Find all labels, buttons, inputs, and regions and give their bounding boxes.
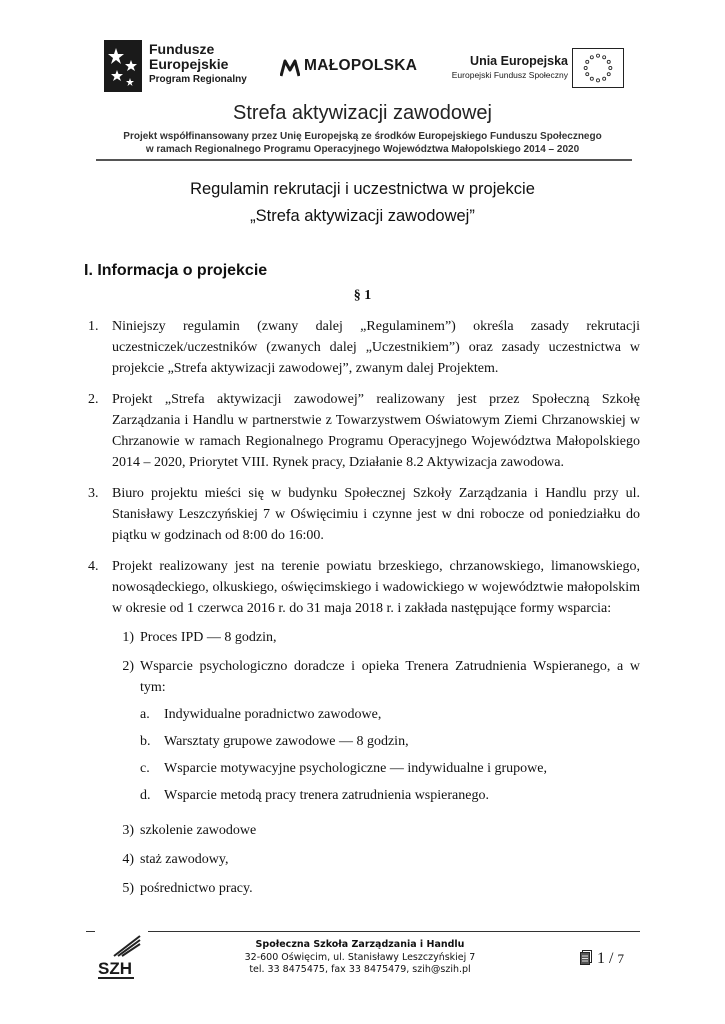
support-form-number: 2) xyxy=(122,659,134,674)
szh-logo-text: SZH xyxy=(98,959,132,978)
header-divider xyxy=(96,159,632,161)
sub-item-text: Indywidualne poradnictwo zawodowe, xyxy=(164,707,382,722)
malopolska-m-icon xyxy=(280,58,300,78)
eu-flag-icon xyxy=(572,48,624,88)
document-title-line2: „Strefa aktywizacji zawodowej” xyxy=(250,207,475,225)
fe-logo-line2: Europejskie xyxy=(149,56,229,72)
sub-item-text: Warsztaty grupowe zawodowe — 8 godzin, xyxy=(164,734,409,749)
eu-logo-line2: Europejski Fundusz Społeczny xyxy=(451,70,568,80)
list-item-text: Projekt realizowany jest na terenie powiatu brzeskiego, chrzanowskiego, limanowskiego, nowosądeckiego, olkuskiego, oświęcimskiego i wadowickiego w województwie małopolskim w okresie od 1 czerwca 2016 r. do 31 maja 2018 r. i zakłada następujące formy wsparcia: xyxy=(112,559,640,616)
cofinancing-note xyxy=(0,130,725,156)
page-number xyxy=(580,950,624,968)
sub-item-text: Wsparcie metodą pracy trenera zatrudnienia wspieranego. xyxy=(164,788,489,803)
support-form-text: staż zawodowy, xyxy=(140,852,229,867)
document-title xyxy=(0,176,725,230)
cofinancing-line2: w ramach Regionalnego Programu Operacyjnego Województwa Małopolskiego 2014 – 2020 xyxy=(145,144,580,155)
support-form-text: pośrednictwo pracy. xyxy=(140,881,253,896)
list-item-text: Biuro projektu mieści się w budynku Społecznej Szkoły Zarządzania i Handlu przy ul. Stanisławy Leszczyńskiej 7 w Oświęcimiu i czynne jest w dni robocze od poniedziałku do piątku w godzinach od 8:00 do 16:00. xyxy=(112,486,640,543)
support-form-item xyxy=(112,849,640,870)
sub-items-list xyxy=(140,704,640,806)
szh-logo xyxy=(96,934,144,982)
support-form-item xyxy=(112,878,640,899)
footer-address: 32-600 Oświęcim, ul. Stanisławy Leszczyńskiej 7 xyxy=(244,951,476,963)
section-heading: I. Informacja o projekcie xyxy=(84,262,268,279)
support-form-item xyxy=(112,656,640,812)
sub-item-text: Wsparcie motywacyjne psychologiczne — indywidualne i grupowe, xyxy=(164,761,547,776)
support-form-number: 4) xyxy=(122,852,134,867)
support-form-number: 3) xyxy=(122,823,134,838)
malopolska-logo-text: MAŁOPOLSKA xyxy=(304,57,418,74)
support-form-number: 1) xyxy=(122,630,134,645)
support-form-text: Proces IPD — 8 godzin, xyxy=(140,630,277,645)
fe-logo-line3: Program Regionalny xyxy=(149,74,247,85)
sub-item-letter: c. xyxy=(140,761,150,776)
sub-item xyxy=(140,731,640,752)
fe-stars-icon xyxy=(104,40,142,92)
page-total: 7 xyxy=(617,951,624,966)
list-item-text: Niniejszy regulamin (zwany dalej „Regulaminem”) określa zasady rekrutacji uczestniczek/uczestników (zwanych dalej „Uczestnikiem”) oraz zasady uczestnictwa w projekcie „Strefa aktywizacji zawodowej”, zwanym dalej Projektem. xyxy=(112,319,640,376)
document-title-line1: Regulamin rekrutacji i uczestnictwa w projekcie xyxy=(190,180,535,198)
sub-item-letter: b. xyxy=(140,734,151,749)
support-form-number: 5) xyxy=(122,881,134,896)
footer-contact-line: tel. 33 8475475, fax 33 8475479, szih@szih.pl xyxy=(249,964,471,975)
list-item-number: 3. xyxy=(88,486,99,501)
sub-item-letter: d. xyxy=(140,788,151,803)
sub-item xyxy=(140,704,640,725)
sub-item-letter: a. xyxy=(140,707,150,722)
list-item-text: Projekt „Strefa aktywizacji zawodowej” realizowany jest przez Społeczną Szkołę Zarządzania i Handlu w partnerstwie z Towarzystwem Oświatowym Ziemi Chrzanowskiej w Chrzanowie w ramach Regionalnego Programu Operacyjnego Województwa Małopolskiego 2014 – 2020, Priorytet VIII. Rynek pracy, Działanie 8.2 Aktywizacja zawodowa. xyxy=(112,392,640,470)
footer-org-name: Społeczna Szkoła Zarządzania i Handlu xyxy=(255,939,465,950)
sub-item xyxy=(140,758,640,779)
unia-europejska-logo xyxy=(448,48,624,90)
fe-logo-line1: Fundusze xyxy=(149,41,215,57)
fundusze-europejskie-logo xyxy=(104,38,264,94)
page-current: 1 xyxy=(597,950,605,967)
support-form-item xyxy=(112,820,640,841)
eu-logo-line1: Unia Europejska xyxy=(470,54,568,68)
support-form-text: szkolenie zawodowe xyxy=(140,823,257,838)
paragraph-sign: § 1 xyxy=(353,288,372,303)
list-item xyxy=(84,483,640,546)
list-item xyxy=(84,316,640,379)
footer-divider xyxy=(148,931,640,932)
page-separator: / xyxy=(609,950,614,967)
list-item-number: 4. xyxy=(88,559,99,574)
footer-contact xyxy=(220,939,500,977)
list-item-number: 2. xyxy=(88,392,99,407)
support-form-item xyxy=(112,627,640,648)
list-item-number: 1. xyxy=(88,319,99,334)
cofinancing-line1: Projekt współfinansowany przez Unię Europejską ze środków Europejskiego Funduszu Społecznego xyxy=(123,131,602,142)
list-item xyxy=(84,389,640,473)
support-forms-list xyxy=(112,627,640,899)
footer-dash xyxy=(86,931,95,932)
list-item xyxy=(84,556,640,907)
regulation-list xyxy=(84,316,640,917)
project-title-banner: Strefa aktywizacji zawodowej xyxy=(233,102,492,124)
header-logos xyxy=(104,38,624,94)
sub-item xyxy=(140,785,640,806)
support-form-text: Wsparcie psychologiczno doradcze i opieka Trenera Zatrudnienia Wspieranego, a w tym: xyxy=(140,659,640,695)
document-pages-icon xyxy=(580,950,592,965)
